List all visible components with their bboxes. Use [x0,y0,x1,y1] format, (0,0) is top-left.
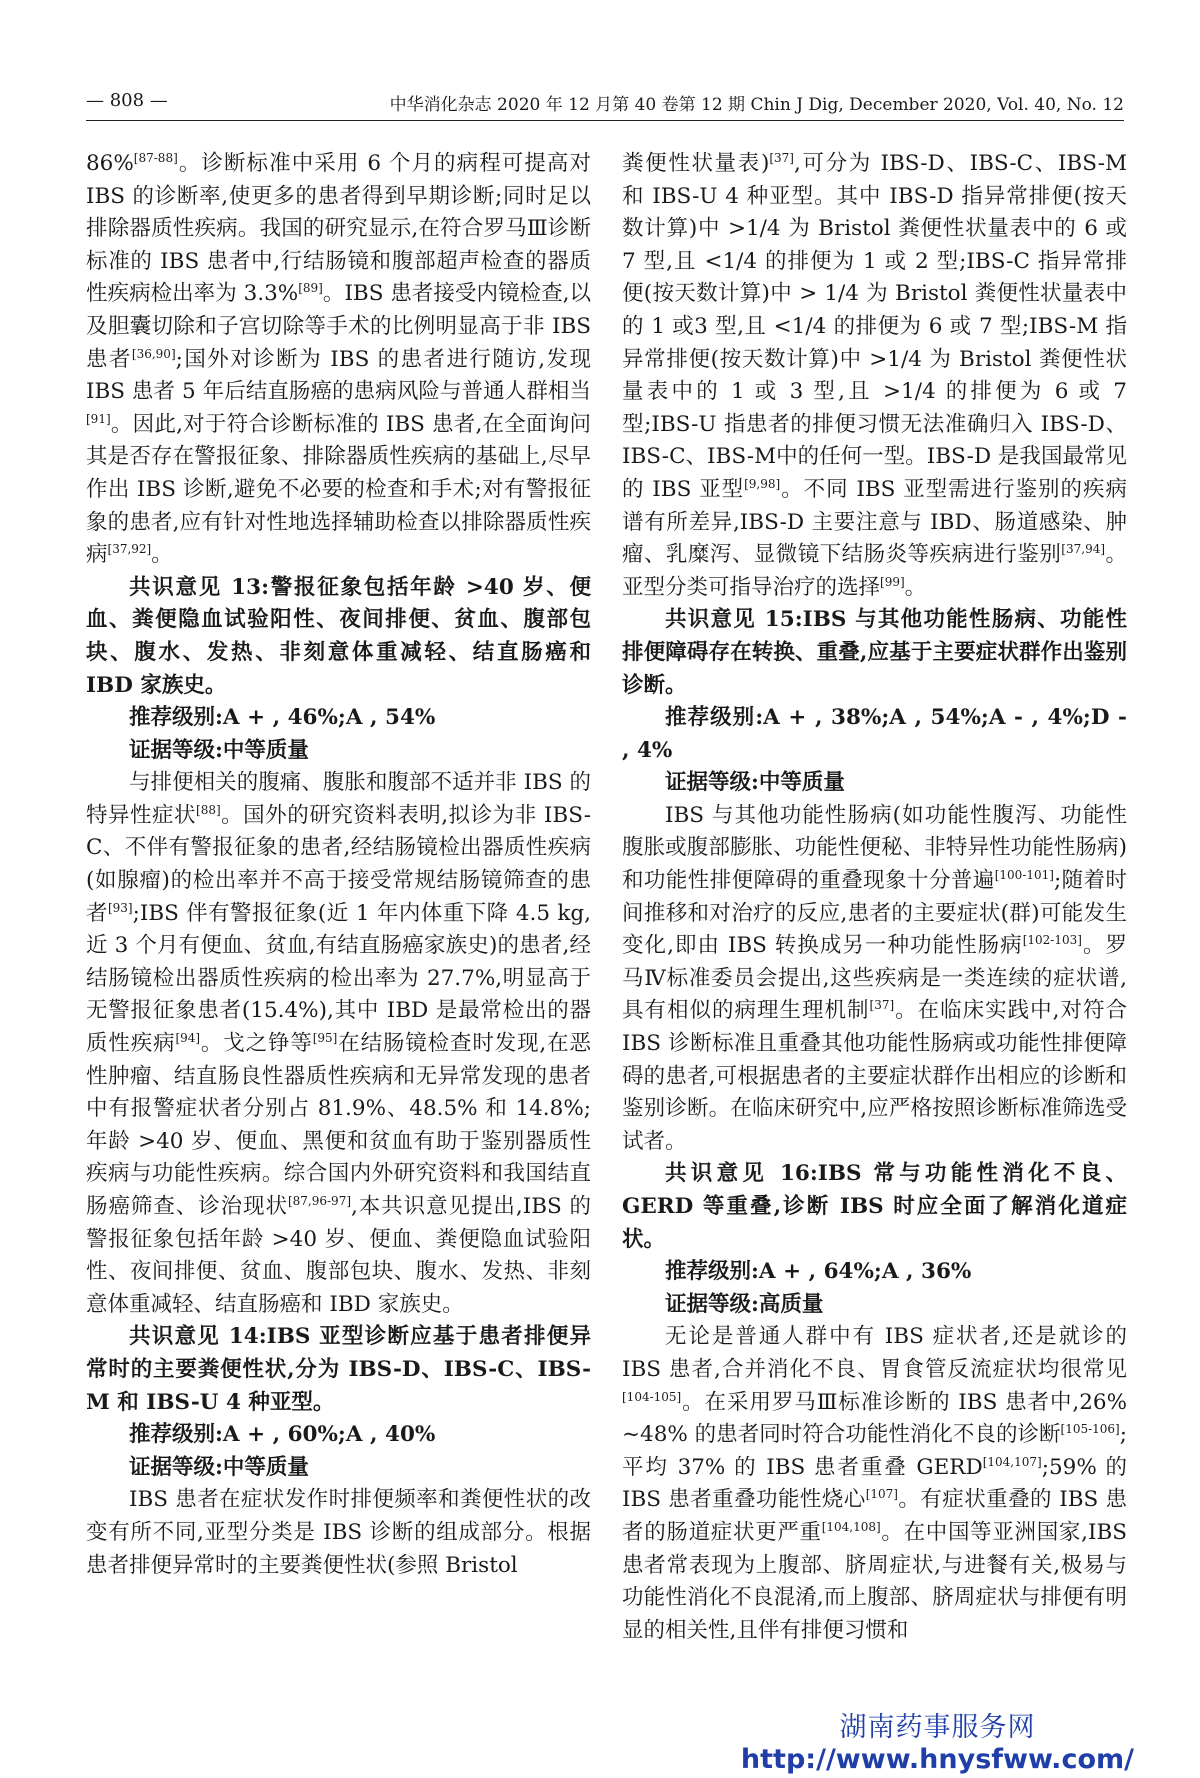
evidence-level: 证据等级:中等质量 [129,737,309,763]
evidence-level: 证据等级:高质量 [665,1291,824,1317]
citation: [100-101] [994,867,1054,882]
citation: [94] [175,1030,201,1045]
citation: [89] [298,281,323,296]
left-column [86,148,591,1582]
journal-info: 中华消化杂志 2020 年 12 月第 40 卷第 12 期 Chin J Dig, December 2020, Vol. 40, No. 12 [389,95,1124,115]
citation: [36,90] [131,346,176,361]
citation: [102-103] [1022,933,1082,948]
recommendation-level: 推荐级别:A + , 60%;A , 40% [129,1422,436,1448]
right-column [622,148,1127,1647]
recommendation-level: 推荐级别:A + , 38%;A , 54%;A - , 4%;D - , 4% [622,705,1127,763]
citation: [95] [312,1030,338,1045]
paragraph: 与排便相关的腹痛、腹胀和腹部不适并非 IBS 的特异性症状[88]。国外的研究资料表明,拟诊为非 IBS-C、不伴有警报征象的患者,经结肠镜检出器质性疾病(如腺瘤)的检出率并不高于接受常规结肠镜筛查的患者[93];IBS 伴有警报征象(近 1 年内体重下降 4.5 kg,近 3 个月有便血、贫血,有结直肠癌家族史)的患者,经结肠镜检出器质性疾病的检出率为 27.7%,明显高于无警报征象患者(15.4%),其中 IBD 是最常检出的器质性疾病[94]。戈之铮等[95]在结肠镜检查时发现,在恶性肿瘤、结直肠良性器质性疾病和无异常发现的患者中有报警症状者分别占 81.9%、48.5% 和 14.8%;年龄 >40 岁、便血、黑便和贫血有助于鉴别器质性疾病与功能性疾病。综合国内外研究资料和我国结直肠癌筛查、诊治现状[87,96-97],本共识意见提出,IBS 的警报征象包括年龄 >40 岁、便血、粪便隐血试验阳性、夜间排便、贫血、腹部包块、腹水、发热、非刻意体重减轻、结直肠癌和 IBD 家族史。 [86,770,591,1317]
citation: [107] [865,1487,898,1502]
recommendation-level: 推荐级别:A + , 64%;A , 36% [665,1259,972,1285]
citation: [37,94] [1061,541,1106,556]
citation: [87-88] [133,150,178,165]
citation: [104,107] [982,1454,1042,1469]
consensus-13: 共识意见 13:警报征象包括年龄 >40 岁、便血、粪便隐血试验阳性、夜间排便、贫血、腹部包块、腹水、发热、非刻意体重减轻、结直肠癌和 IBD 家族史。 [86,574,591,698]
watermark [741,1712,1134,1776]
paragraph: IBS 患者在症状发作时排便频率和粪便性状的改变有所不同,亚型分类是 IBS 诊断的组成部分。根据患者排便异常时的主要粪便性状(参照 Bristol [86,1487,591,1578]
citation: [91] [86,411,111,426]
paragraph: IBS 与其他功能性肠病(如功能性腹泻、功能性腹胀或腹部膨胀、功能性便秘、非特异性功能性肠病)和功能性排便障碍的重叠现象十分普遍[100-101];随着时间推移和对治疗的反应,患者的主要症状(群)可能发生变化,即由 IBS 转换成另一种功能性肠病[102-103]。罗马Ⅳ标准委员会提出,这些疾病是一类连续的症状谱,具有相似的病理生理机制[37]。在临床实践中,对符合 IBS 诊断标准且重叠其他功能性肠病或功能性排便障碍的患者,可根据患者的主要症状群作出相应的诊断和鉴别诊断。在临床研究中,应严格按照诊断标准筛选受试者。 [622,802,1127,1154]
recommendation-level: 推荐级别:A + , 46%;A , 54% [129,705,436,731]
consensus-15: 共识意见 15:IBS 与其他功能性肠病、功能性排便障碍存在转换、重叠,应基于主要症状群作出鉴别诊断。 [622,607,1127,698]
citation: [104,108] [821,1519,881,1534]
consensus-14: 共识意见 14:IBS 亚型诊断应基于患者排便异常时的主要粪便性状,分为 IBS-D、IBS-C、IBS-M 和 IBS-U 4 种亚型。 [86,1324,591,1415]
evidence-level: 证据等级:中等质量 [665,770,845,796]
citation: [37] [869,998,895,1013]
watermark-title: 湖南药事服务网 [839,1712,1036,1743]
paragraph: 86%[87-88]。诊断标准中采用 6 个月的病程可提高对 IBS 的诊断率,使更多的患者得到早期诊断;同时足以排除器质性疾病。我国的研究显示,在符合罗马Ⅲ诊断标准的 IBS 患者中,行结肠镜和腹部超声检查的器质性疾病检出率为 3.3%[89]。IBS 患者接受内镜检查,以及胆囊切除和子宫切除等手术的比例明显高于非 IBS 患者[36,90];国外对诊断为 IBS 的患者进行随访,发现 IBS 患者 5 年后结直肠癌的患病风险与普通人群相当[91]。因此,对于符合诊断标准的 IBS 患者,在全面询问其是否存在警报征象、排除器质性疾病的基础上,尽早作出 IBS 诊断,避免不必要的检查和手术;对有警报征象的患者,应有针对性地选择辅助检查以排除器质性疾病[37,92]。 [86,150,591,568]
citation: [105-106] [1060,1422,1120,1436]
running-header [86,86,1124,121]
citation: [88] [196,802,221,817]
citation: [37] [769,150,794,165]
citation: [99] [880,574,905,589]
citation: [9,98] [744,476,781,491]
consensus-16: 共识意见 16:IBS 常与功能性消化不良、GERD 等重叠,诊断 IBS 时应全面了解消化道症状。 [622,1161,1127,1252]
watermark-url[interactable]: http://www.hnysfww.com/ [740,1744,1134,1775]
citation: [87,96-97] [287,1193,352,1208]
citation: [37,92] [107,541,152,556]
page-number: — 808 — [86,90,168,111]
evidence-level: 证据等级:中等质量 [129,1454,309,1480]
paragraph: 粪便性状量表)[37],可分为 IBS-D、IBS-C、IBS-M 和 IBS-U 4 种亚型。其中 IBS-D 指异常排便(按天数计算)中 >1/4 为 Bristol 粪便性状量表中的 6 或 7 型,且 <1/4 的排便为 1 或 2 型;IBS-C 指异常排便(按天数计算)中 > 1/4 为 Bristol 粪便性状量表中的 1 或3 型,且 <1/4 的排便为 6 或 7 型;IBS-M 指异常排便(按天数计算)中 >1/4 为 Bristol 粪便性状量表中的 1 或 3 型,且 >1/4 的排便为 6 或 7 型;IBS-U 指患者的排便习惯无法准确归入 IBS-D、IBS-C、IBS-M中的任何一型。IBS-D 是我国最常见的 IBS 亚型[9,98]。不同 IBS 亚型需进行鉴别的疾病谱有所差异,IBS-D 主要注意与 IBD、肠道感染、肿瘤、乳糜泻、显微镜下结肠炎等疾病进行鉴别[37,94]。亚型分类可指导治疗的选择[99]。 [622,150,1128,600]
citation: [93] [107,900,133,915]
citation: [104-105] [622,1389,682,1404]
paragraph: 无论是普通人群中有 IBS 症状者,还是就诊的 IBS 患者,合并消化不良、胃食管反流症状均很常见[104-105]。在采用罗马Ⅲ标准诊断的 IBS 患者中,26% ~48% 的患者同时符合功能性消化不良的诊断[105-106];平均 37% 的 IBS 患者重叠 GERD[104,107];59% 的 IBS 患者重叠功能性烧心[107]。有症状重叠的 IBS 患者的肠道症状更严重[104,108]。在中国等亚洲国家,IBS 患者常表现为上腹部、脐周症状,与进餐有关,极易与功能性消化不良混淆,而上腹部、脐周症状与排便有明显的相关性,且伴有排便习惯和 [622,1324,1127,1643]
